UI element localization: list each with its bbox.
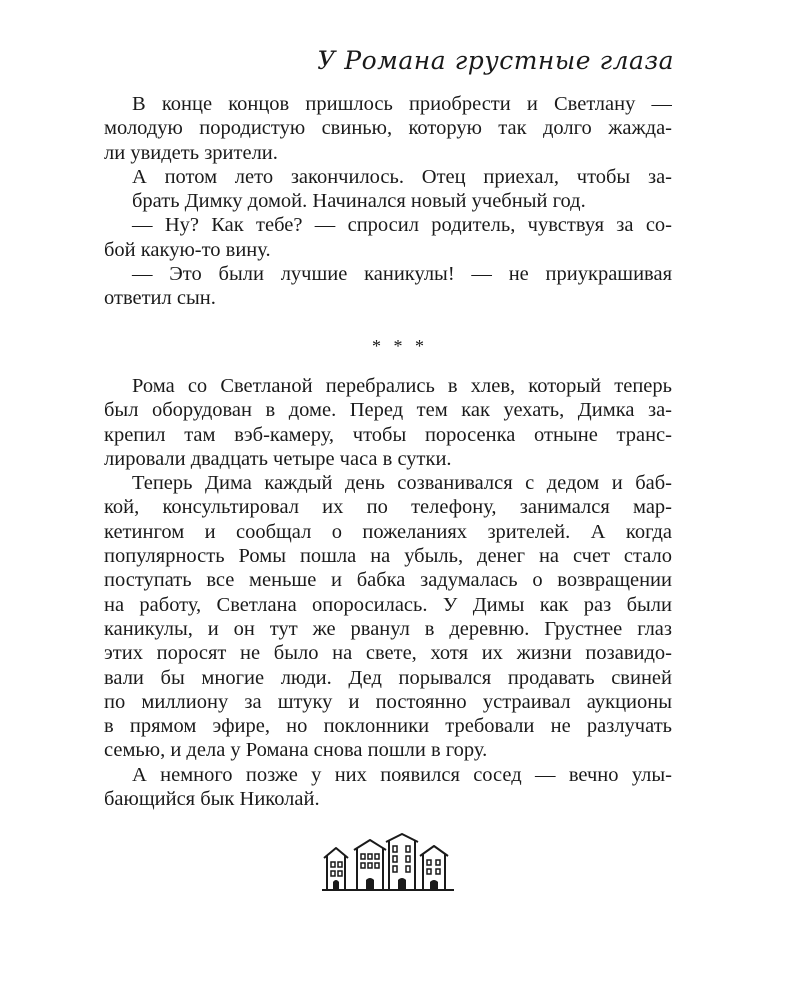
text-line: ответил сын.	[104, 287, 216, 310]
running-header: У Романа грустные глаза	[317, 46, 674, 75]
text-line: брать Димку домой. Начинался новый учебный год.	[132, 190, 586, 213]
text-line: на работу, Светлана опоросилась. У Димы как раз были	[104, 593, 672, 616]
text-line: в прямом эфире, но поклонники требовали не разлучать	[104, 715, 672, 738]
text-line: вали бы многие люди. Дед порывался продавать свиней	[104, 666, 672, 689]
text-line: бающийся бык Николай.	[104, 788, 320, 811]
text-line: популярность Ромы пошла на убыль, денег на счет стало	[104, 545, 672, 568]
paragraph-block-2	[104, 374, 672, 811]
text-line: ли увидеть зрители.	[104, 141, 278, 164]
text-line: кой, консультировал их по телефону, занимался мар-	[104, 496, 672, 519]
text-line: — Это были лучшие каникулы! — не приукрашивая	[132, 263, 672, 286]
section-separator: * * *	[372, 336, 428, 356]
text-line: каникулы, и он тут же рванул в деревню. Грустнее глаз	[104, 617, 672, 640]
text-line: поступать все меньше и бабка задумалась о возвращении	[104, 569, 672, 592]
text-line: А потом лето закончилось. Отец приехал, чтобы за-	[132, 165, 672, 188]
text-line: был оборудован в доме. Перед тем как уехать, Димка за-	[104, 399, 672, 422]
houses-icon	[320, 832, 456, 896]
text-line: крепил там вэб-камеру, чтобы поросенка отныне транс-	[104, 423, 672, 446]
text-line: бой какую-то вину.	[104, 238, 271, 261]
text-line: лировали двадцать четыре часа в сутки.	[104, 447, 452, 470]
text-line: Рома со Светланой перебрались в хлев, который теперь	[132, 375, 672, 397]
text-line: Теперь Дима каждый день созванивался с дедом и баб-	[132, 472, 672, 495]
text-line: кетингом и сообщал о пожеланиях зрителей. А когда	[104, 520, 672, 543]
text-line: семью, и дела у Романа снова пошли в гору.	[104, 739, 488, 762]
text-line: — Ну? Как тебе? — спросил родитель, чувствуя за со-	[132, 214, 672, 237]
paragraph-block-1	[104, 92, 672, 311]
text-line: В конце концов пришлось приобрести и Светлану —	[132, 93, 672, 115]
text-line: А немного позже у них появился сосед — вечно улы-	[132, 763, 672, 786]
text-line: молодую породистую свинью, которую так долго жажда-	[104, 117, 672, 140]
text-line: по миллиону за штуку и постоянно устраивал аукционы	[104, 690, 672, 713]
text-line: этих поросят не было на свете, хотя их жизни позавидо-	[104, 642, 672, 665]
